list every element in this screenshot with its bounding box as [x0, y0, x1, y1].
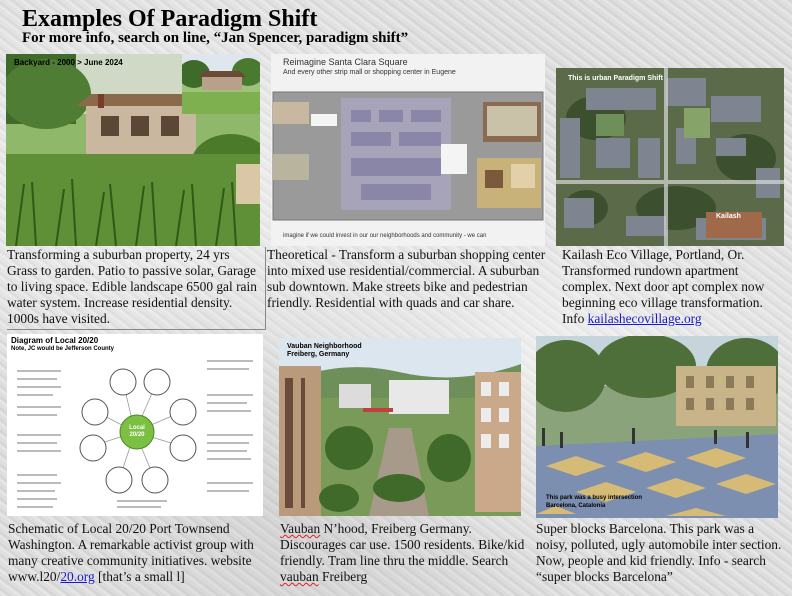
local2020-diagram-subtitle: Note, JC would be Jefferson County — [11, 346, 115, 352]
local2020-diagram-title: Diagram of Local 20/20 — [11, 336, 99, 345]
santa-clara-photo — [271, 54, 545, 246]
barcelona-photo-label-1: This park was a busy intersection — [546, 495, 643, 501]
santa-clara-photo-subtitle: And every other strip mall or shopping center in Eugene — [283, 69, 456, 76]
local2020-caption-part1: Schematic of Local 20/20 Port Townsend Washington. A remarkable activist group with many creative community initiatives. website www.l20/ — [8, 521, 254, 584]
kailash-caption-text: Kailash Eco Village, Portland, Or. Transformed rundown apartment complex. Next door apt complex now beginning eco village transformation. Info — [562, 247, 765, 326]
barcelona-photo-label-2: Barcelona, Catalonia — [546, 503, 606, 509]
kailash-photo-label: Kailash — [716, 213, 741, 220]
santa-clara-photo-title: Reimagine Santa Clara Square — [283, 57, 408, 67]
backyard-caption: Transforming a suburban property, 24 yrs Grass to garden. Patio to passive solar, Garage to living space. Edible landscape 6500 gal rain water system. Increase residential density. 1000s have visited. — [7, 247, 266, 330]
local2020-link[interactable]: 20.org — [60, 569, 95, 584]
vauban-photo-title: Vauban Neighborhood — [287, 343, 362, 350]
local2020-caption — [8, 521, 270, 585]
local2020-center-label: Local 20/20 — [129, 425, 145, 438]
local2020-diagram — [7, 334, 263, 516]
vauban-photo-subtitle: Freiberg, Germany — [287, 351, 350, 358]
kailash-link[interactable]: kailashecovillage.org — [587, 311, 702, 326]
kailash-photo-label-top: This is urban Paradigm Shift — [568, 75, 663, 82]
backyard-photo — [6, 54, 260, 246]
vauban-caption — [280, 521, 526, 585]
vauban-photo — [279, 338, 521, 516]
santa-clara-photo-footer: imagine if we could invest in our our neighborhoods and community - we can — [283, 233, 487, 239]
vauban-caption-part1: N’hood, Freiberg Germany. Discourages car use. 1500 residents. Bike/kid friendly. Tram line thru the middle. Search — [280, 521, 525, 568]
vauban-caption-word1: Vauban — [280, 521, 321, 536]
backyard-photo-label: Backyard - 2000 > June 2024 — [14, 58, 123, 67]
vauban-caption-part2: Freiberg — [318, 569, 368, 584]
kailash-caption — [562, 247, 788, 327]
page-subtitle: For more info, search on line, “Jan Spencer, paradigm shift” — [22, 30, 409, 46]
vauban-caption-word2: vauban — [280, 569, 319, 584]
santa-clara-caption: Theoretical - Transform a suburban shopping center into mixed use residential/commercial. A suburban sub downtown. Make streets bike and pedestrian friendly. Residential with quads and car share. — [267, 247, 546, 310]
kailash-aerial-photo — [556, 68, 784, 246]
barcelona-caption: Super blocks Barcelona. This park was a noisy, polluted, ugly automobile inter section. Now, people and kid friendly. Info - search “super blocks Barcelona” — [536, 521, 782, 584]
barcelona-photo — [536, 336, 778, 518]
page-title: Examples Of Paradigm Shift — [22, 6, 318, 32]
local2020-caption-part2: [that’s a small l] — [94, 569, 185, 584]
backyard-inset-photo — [182, 54, 260, 114]
